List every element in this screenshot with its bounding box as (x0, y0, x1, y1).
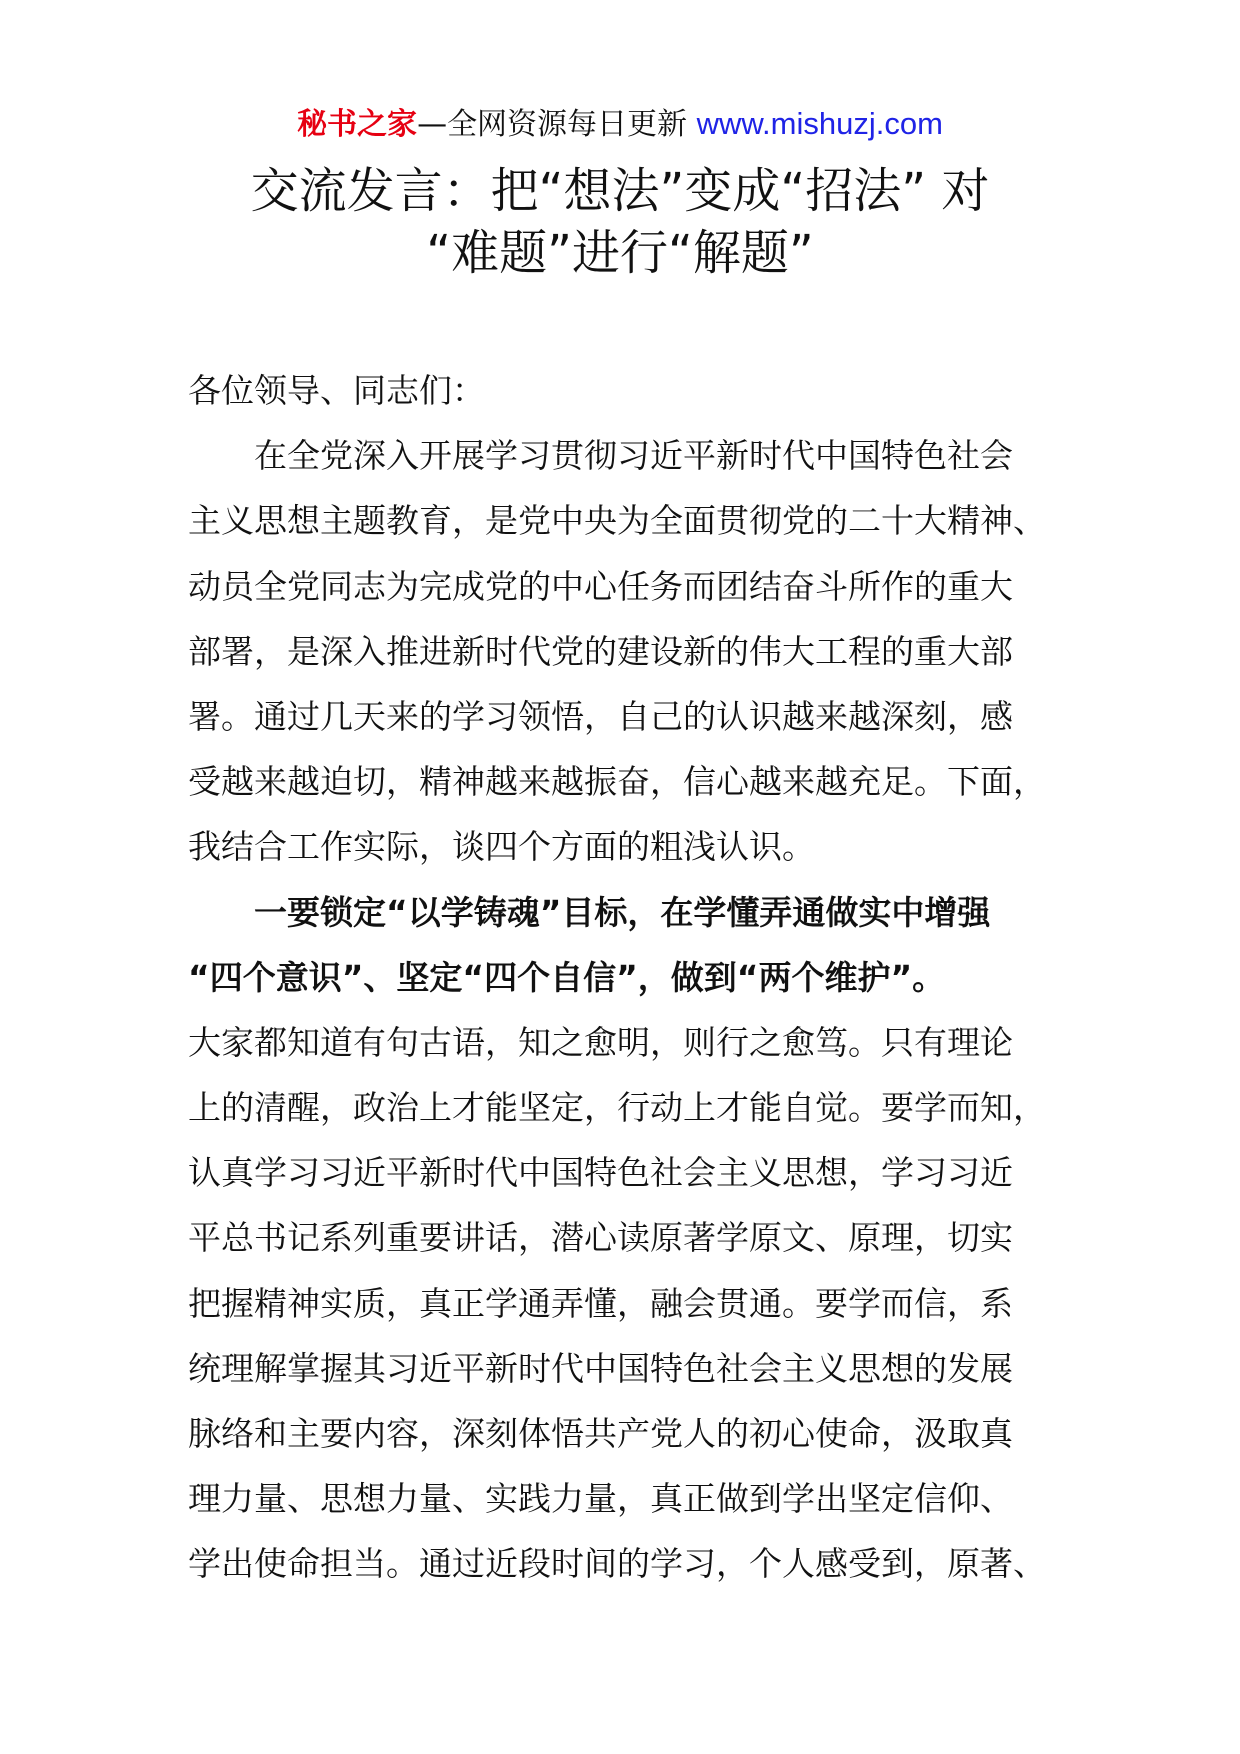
heading-line: “四个意识”、坚定“四个自信”，做到“两个维护”。 (188, 957, 946, 997)
text-line: 大家都知道有句古语，知之愈明，则行之愈笃。只有理论 (188, 1022, 1013, 1062)
text-line: 认真学习习近平新时代中国特色社会主义思想，学习习近 (188, 1153, 1013, 1193)
text-line: 学出使命担当。通过近段时间的学习，个人感受到，原著、 (188, 1544, 1046, 1584)
text-line: 理力量、思想力量、实践力量，真正做到学出坚定信仰、 (188, 1479, 1013, 1519)
title-line-2: “难题”进行“解题” (426, 225, 814, 281)
text-line: 把握精神实质，真正学通弄懂，融会贯通。要学而信，系 (188, 1283, 1013, 1323)
text-line: 统理解掌握其习近平新时代中国特色社会主义思想的发展 (188, 1348, 1013, 1388)
header-tagline: —全网资源每日更新 (417, 107, 697, 142)
paragraph-section-1 (188, 1010, 1068, 1597)
text-line: 我结合工作实际，谈四个方面的粗浅认识。 (188, 827, 815, 867)
text-line: 动员全党同志为完成党的中心任务而团结奋斗所作的重大 (188, 566, 1013, 606)
site-url-link[interactable]: www.mishuzj.com (696, 106, 943, 141)
text-line: 上的清醒，政治上才能坚定，行动上才能自觉。要学而知， (188, 1088, 1046, 1128)
text-line: 署。通过几天来的学习领悟，自己的认识越来越深刻，感 (188, 696, 1013, 736)
paragraph-intro (188, 423, 1068, 879)
salutation: 各位领导、同志们： (188, 371, 485, 410)
text-line: 脉络和主要内容，深刻体悟共产党人的初心使命，汲取真 (188, 1414, 1013, 1453)
brand-name: 秘书之家 (297, 107, 418, 142)
document-title (150, 160, 1090, 284)
text-line: 在全党深入开展学习贯彻习近平新时代中国特色社会 (254, 436, 1013, 476)
site-header-banner (0, 104, 1240, 145)
section-heading-1 (188, 880, 1068, 1010)
title-line-1: 交流发言：把“想法”变成“招法” 对 (250, 163, 990, 219)
text-line: 受越来越迫切，精神越来越振奋，信心越来越充足。下面， (188, 762, 1046, 802)
text-line: 部署，是深入推进新时代党的建设新的伟大工程的重大部 (188, 631, 1013, 671)
text-line: 主义思想主题教育，是党中央为全面贯彻党的二十大精神、 (188, 501, 1046, 541)
text-line: 平总书记系列重要讲话，潜心读原著学原文、原理，切实 (188, 1218, 1013, 1258)
document-body (188, 358, 1068, 1597)
heading-line: 一要锁定“以学铸魂”目标，在学懂弄通做实中增强 (254, 892, 991, 932)
